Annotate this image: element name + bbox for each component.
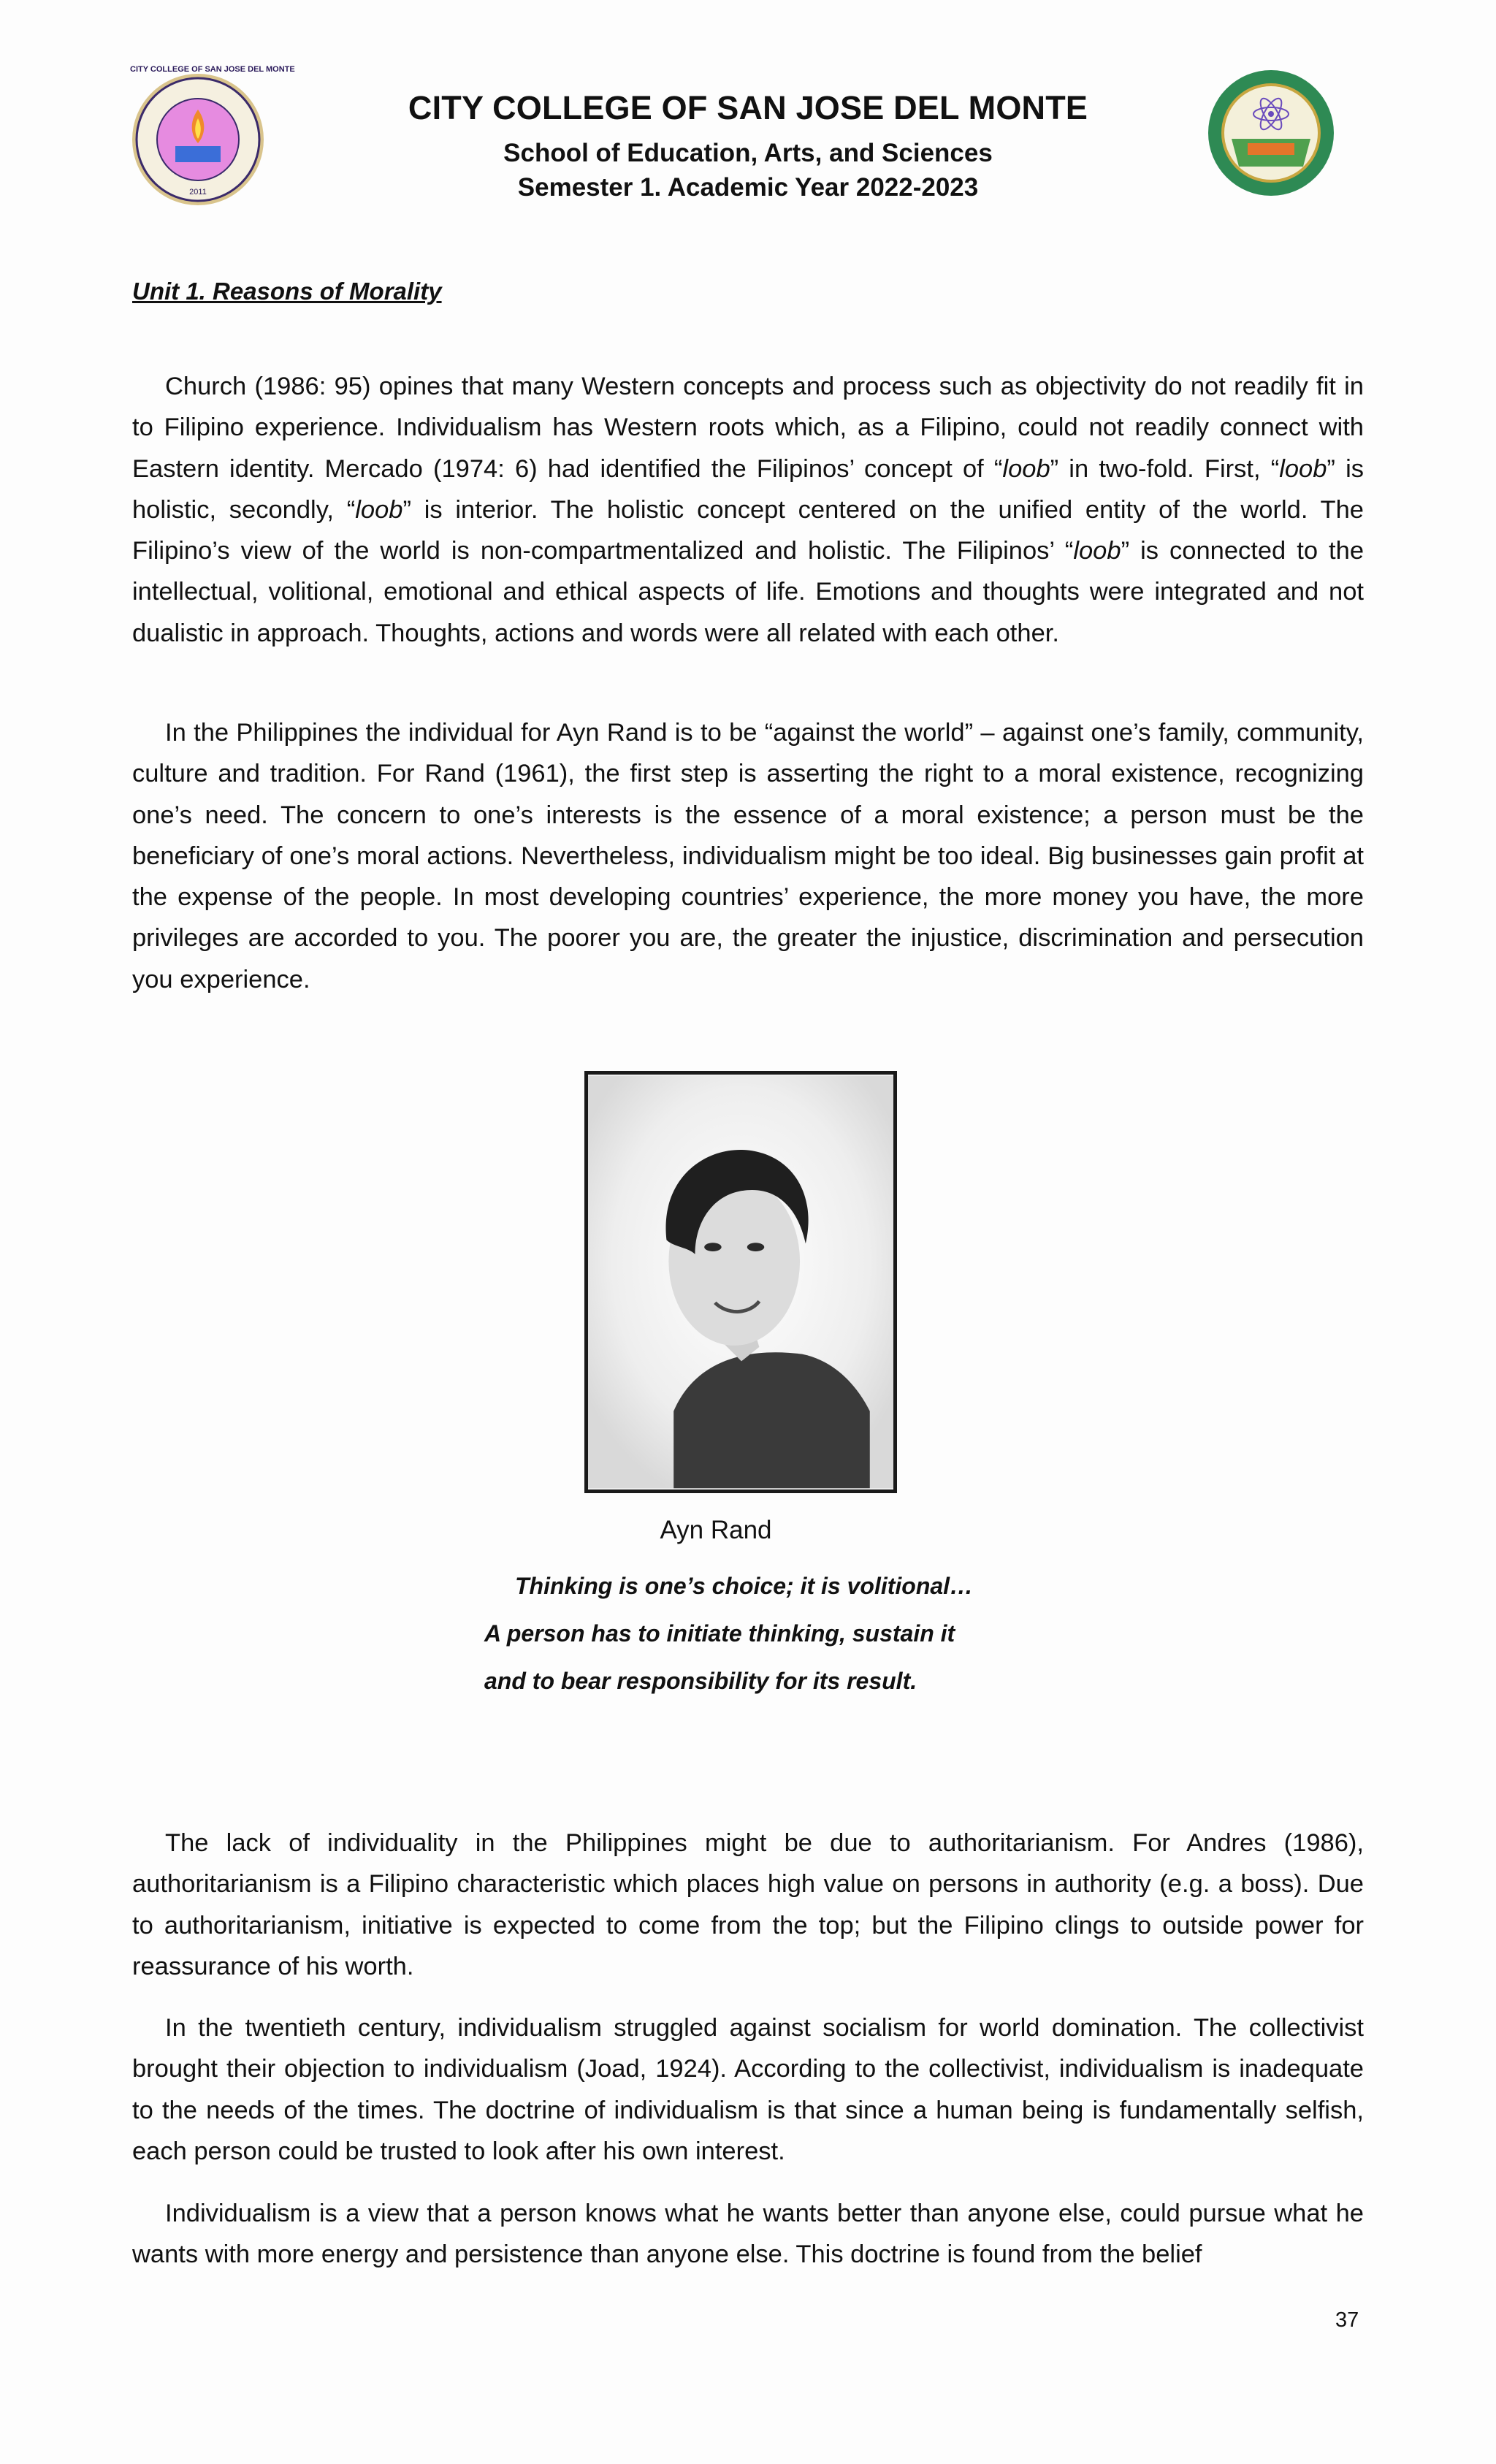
school-name: School of Education, Arts, and Sciences bbox=[503, 139, 993, 167]
paragraph-5: Individualism is a view that a person knows what he wants better than anyone else, could pursue what he wants with more energy and persistence than anyone else. This doctrine is found from the belief bbox=[132, 2200, 1364, 2269]
page-number: 37 bbox=[1335, 2308, 1359, 2332]
college-seal-icon bbox=[130, 65, 295, 207]
paragraph-4: In the twentieth century, individualism struggled against socialism for world domination. The collectivist brought their objection to individualism (Joad, 1924). According to the collectivist, individualism is inadequate to the needs of the times. The doctrine of individualism is that since a human being is fundamentally selfish, each person could be trusted to look after his own interest. bbox=[132, 2014, 1364, 2165]
unit-heading: Unit 1. Reasons of Morality bbox=[132, 278, 442, 305]
semester-line: Semester 1. Academic Year 2022-2023 bbox=[517, 173, 979, 202]
paragraph-3: The lack of individuality in the Philippines might be due to authoritarianism. For Andres (1986), authoritarianism is a Filipino characteristic which places high value on persons in authority (e.g. a boss). Due to authoritarianism, initiative is expected to come from the top; but the Filipino clings to outside power for reassurance of his worth. bbox=[132, 1829, 1364, 1980]
seal-ring-text: CITY COLLEGE OF SAN JOSE DEL MONTE bbox=[130, 65, 295, 74]
ayn-rand-portrait bbox=[584, 1071, 897, 1493]
institution-title: CITY COLLEGE OF SAN JOSE DEL MONTE bbox=[408, 89, 1088, 126]
quote-line-2: A person has to initiate thinking, sustain it bbox=[484, 1620, 955, 1647]
quote-line-3: and to bear responsibility for its result. bbox=[484, 1668, 917, 1694]
school-of-education-seal-icon bbox=[1207, 69, 1335, 197]
paragraph-2: In the Philippines the individual for Ayn Rand is to be “against the world” – against one’s family, community, culture and tradition. For Rand (1961), the first step is asserting the right to a moral existence, recognizing one’s need. The concern to one’s interests is the essence of a moral existence; a person must be the beneficiary of one’s moral actions. Nevertheless, individualism might be too ideal. Big businesses gain profit at the expense of the people. In most developing countries’ experience, the more money you have, the more privileges are accorded to you. The poorer you are, the greater the injustice, discrimination and persecution you experience. bbox=[132, 719, 1364, 993]
paragraph-1: Church (1986: 95) opines that many Western concepts and process such as objectivity do not readily fit in to Filipino experience. Individualism has Western roots which, as a Filipino, could not readily connect with Eastern identity. Mercado (1974: 6) had identified the Filipinos’ concept of “loob” in two-fold. First, “loob” is holistic, secondly, “loob” is interior. The holistic concept centered on the unified entity of the world. The Filipino’s view of the world is non-compartmentalized and holistic. The Filipinos’ “loob” is connected to the intellectual, volitional, emotional and ethical aspects of life. Emotions and thoughts were integrated and not dualistic in approach. Thoughts, actions and words were all related with each other. bbox=[132, 373, 1365, 647]
quote-line-1: Thinking is one’s choice; it is volitional… bbox=[515, 1573, 974, 1599]
seal-year: 2011 bbox=[189, 188, 207, 197]
figure-caption: Ayn Rand bbox=[660, 1516, 772, 1544]
